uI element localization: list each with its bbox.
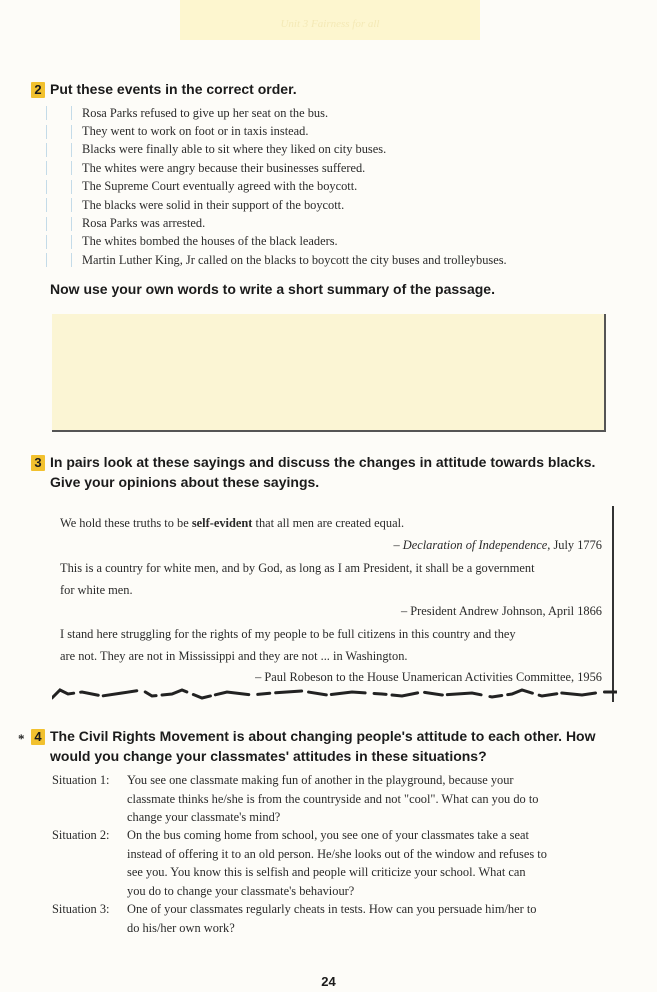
unit-banner	[180, 0, 480, 40]
summary-prompt: Now use your own words to write a short summary of the passage.	[50, 281, 495, 297]
order-box[interactable]	[46, 198, 72, 212]
page-number: 24	[321, 974, 336, 989]
exercise-3-heading-line2: Give your opinions about these sayings.	[50, 474, 320, 490]
situation-text: You see one classmate making fun of another in the playground, because your classmate thinks he/she is from the countryside and not "cool". What can you do to change your classmate's mind?	[127, 773, 539, 824]
event-text: Martin Luther King, Jr called on the blacks to boycott the city buses and trolleybuses.	[82, 252, 507, 267]
exercise-4-heading-line2: would you change your classmates' attitudes in these situations?	[50, 748, 487, 764]
sayings-block	[52, 506, 614, 702]
event-item	[46, 251, 626, 269]
quote-declaration: We hold these truths to be self-evident that all men are created equal.	[60, 516, 405, 530]
quote-robeson-line2: are not. They are not in Mississippi and they are not ... in Washington.	[60, 649, 408, 663]
situation-text: On the bus coming home from school, you see one of your classmates take a seat instead of offering it to an old person. He/she looks out of the window and refuses to see you. You know this is selfish and people will criticize your school. What can you do to change your classmate's behaviour?	[127, 828, 547, 898]
event-item	[46, 104, 626, 122]
exercise-number-2: 2	[31, 82, 45, 98]
event-item	[46, 233, 626, 251]
exercise-3-heading-line1: In pairs look at these sayings and discuss the changes in attitude towards blacks.	[50, 454, 596, 470]
event-item	[46, 159, 626, 177]
event-item	[46, 122, 626, 140]
event-item	[46, 214, 626, 232]
quote-robeson-line1: I stand here struggling for the rights of my people to be full citizens in this country and they	[60, 627, 516, 641]
situation-text: One of your classmates regularly cheats in tests. How can you persuade him/her to do his/her own work?	[127, 902, 537, 935]
event-text: Rosa Parks refused to give up her seat on the bus.	[82, 105, 329, 120]
exercise-number-3: 3	[31, 455, 45, 471]
situation-label: Situation 3:	[52, 902, 110, 916]
attribution-robeson: – Paul Robeson to the House Unamerican Activities Committee, 1956	[255, 670, 602, 684]
situation-label: Situation 1:	[52, 773, 110, 787]
event-item	[46, 178, 626, 196]
event-text: Rosa Parks was arrested.	[82, 216, 206, 231]
event-text: The whites bombed the houses of the black leaders.	[82, 234, 338, 249]
event-list	[46, 104, 626, 270]
event-text: They went to work on foot or in taxis instead.	[82, 124, 309, 139]
order-box[interactable]	[46, 180, 72, 194]
event-item	[46, 196, 626, 214]
order-box[interactable]	[46, 143, 72, 157]
summary-writing-box[interactable]	[52, 314, 606, 432]
event-text: Blacks were finally able to sit where they liked on city buses.	[82, 142, 387, 157]
torn-paper-edge	[52, 680, 617, 706]
event-item	[46, 141, 626, 159]
event-text: The Supreme Court eventually agreed with the boycott.	[82, 179, 358, 194]
order-box[interactable]	[46, 106, 72, 120]
order-box[interactable]	[46, 235, 72, 249]
quote-johnson-line1: This is a country for white men, and by God, as long as I am President, it shall be a government	[60, 561, 535, 575]
event-text: The blacks were solid in their support of the boycott.	[82, 197, 345, 212]
unit-title: Unit 3 Fairness for all	[280, 18, 380, 30]
order-box[interactable]	[46, 125, 72, 139]
exercise-2-heading: Put these events in the correct order.	[50, 81, 297, 97]
attribution-johnson: – President Andrew Johnson, April 1866	[401, 604, 602, 618]
quote-johnson-line2: for white men.	[60, 583, 133, 597]
event-text: The whites were angry because their businesses suffered.	[82, 160, 366, 175]
order-box[interactable]	[46, 217, 72, 231]
exercise-number-4: 4	[31, 729, 45, 745]
order-box[interactable]	[46, 161, 72, 175]
challenge-star: *	[18, 731, 25, 746]
attribution-declaration: – Declaration of Independence, July 1776	[393, 538, 602, 552]
order-box[interactable]	[46, 253, 72, 267]
exercise-4-heading-line1: The Civil Rights Movement is about changing people's attitude to each other. How	[50, 728, 596, 744]
situation-label: Situation 2:	[52, 828, 110, 842]
